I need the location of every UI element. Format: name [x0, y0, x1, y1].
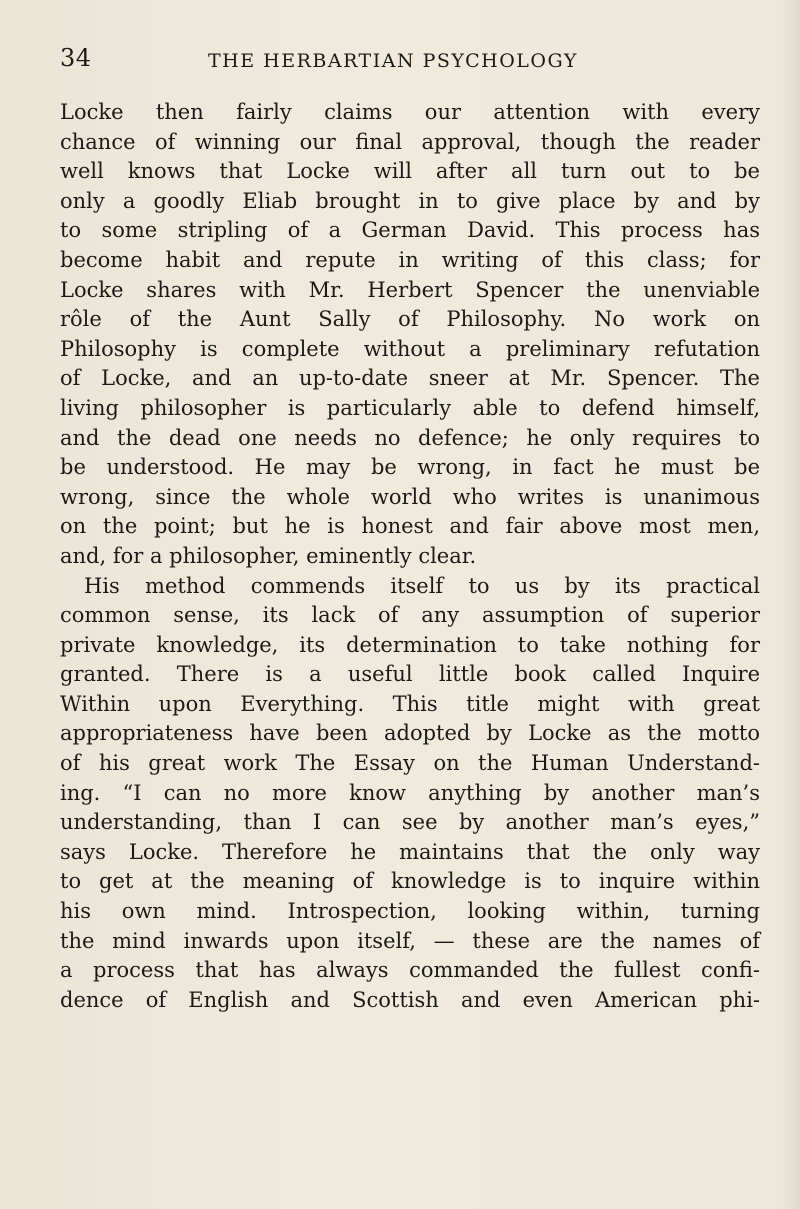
text-line: common sense, its lack of any assumption of superior [60, 603, 760, 628]
text-line: to get at the meaning of knowledge is to inquire within [60, 869, 760, 894]
text-line: chance of winning our final approval, though the reader [60, 129, 760, 154]
text-line: Philosophy is complete without a preliminary refutation [60, 336, 760, 361]
text-line: a process that has always commanded the fullest confi- [60, 958, 760, 983]
text-line: appropriateness have been adopted by Locke as the motto [60, 721, 760, 746]
text-line: living philosopher is particularly able to defend himself, [60, 395, 760, 420]
text-line: well knows that Locke will after all turn out to be [60, 159, 760, 184]
text-line: of his great work The Essay on the Human Understand- [60, 751, 760, 776]
body-text [60, 98, 760, 1015]
text-line: His method commends itself to us by its practical [84, 573, 760, 598]
text-line: Locke shares with Mr. Herbert Spencer the unenviable [60, 277, 760, 302]
page-header [60, 44, 760, 84]
text-line: wrong, since the whole world who writes is unanimous [60, 484, 760, 509]
text-line: become habit and repute in writing of this class; for [60, 247, 760, 272]
text-line: granted. There is a useful little book called Inquire [60, 662, 760, 687]
text-line: private knowledge, its determination to take nothing for [60, 632, 760, 657]
text-line: on the point; but he is honest and fair above most men, [60, 514, 760, 539]
text-line: says Locke. Therefore he maintains that the only way [60, 839, 760, 864]
text-line: and the dead one needs no defence; he only requires to [60, 425, 760, 450]
text-line: Locke then fairly claims our attention with every [60, 100, 760, 124]
text-line: rôle of the Aunt Sally of Philosophy. No work on [60, 307, 760, 332]
text-line: dence of English and Scottish and even American phi- [60, 987, 760, 1012]
page-edge-shadow [782, 0, 800, 1209]
text-line: ing. “I can no more know anything by another man’s [60, 780, 760, 805]
text-line: his own mind. Introspection, looking within, turning [60, 899, 760, 924]
running-title: THE HERBARTIAN PSYCHOLOGY [208, 50, 578, 72]
page-number: 34 [60, 44, 92, 72]
text-line: only a goodly Eliab brought in to give place by and by [60, 188, 760, 213]
text-line: the mind inwards upon itself, — these are the names of [60, 928, 760, 953]
text-line: Within upon Everything. This title might with great [60, 691, 760, 716]
text-line: to some stripling of a German David. This process has [60, 218, 760, 243]
text-line: and, for a philosopher, eminently clear. [60, 543, 477, 568]
text-line: be understood. He may be wrong, in fact he must be [60, 455, 760, 480]
text-line: of Locke, and an up-to-date sneer at Mr. Spencer. The [60, 366, 760, 391]
text-line: understanding, than I can see by another man’s eyes,” [60, 810, 760, 835]
